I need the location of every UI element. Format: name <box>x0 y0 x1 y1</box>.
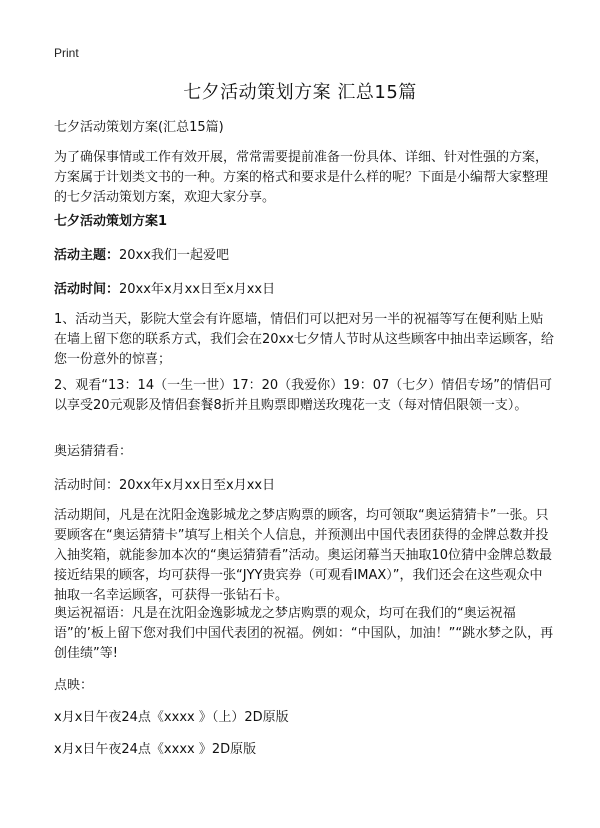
screening-label: 点映： <box>54 678 94 693</box>
screening-item-2: x月x日午夜24点《xxxx 》2D原版 <box>54 742 257 757</box>
theme-value: 20xx我们一起爱吧 <box>119 248 229 263</box>
blessing-paragraph: 奥运祝福语：凡是在沈阳金逸影城龙之梦店购票的观众，均可在我们的“奥运祝福语”的’板上留下您对我们中国代表团的祝福。例如：“中国队，加油！”“跳水梦之队，再创佳绩”等! <box>54 606 554 661</box>
activity-period-paragraph: 活动期间，凡是在沈阳金逸影城龙之梦店购票的顾客，均可领取“奥运猜猜卡”一张。只要顾客在“奥运猜猜卡”填写上相关个人信息，并预测出中国代表团获得的金牌总数并投入抽奖箱，就能参加本次的“奥运猜猜看”活动。奥运闭幕当天抽取10位猜中金牌总数最接近结果的顾客，均可获得一张“JYY贵宾券（可观看IMAX）”，我们还会在这些观众中抽取一名幸运顾客，可获得一张钻石卡。 <box>54 508 553 603</box>
intro-paragraph: 为了确保事情或工作有效开展，常常需要提前准备一份具体、详细、针对性强的方案，方案属于计划类文书的一种。方案的格式和要求是什么样的呢？下面是小编帮大家整理的七夕活动策划方案，欢迎大家分享。 <box>54 150 549 205</box>
item-2-paragraph: 2、观看“13：14（一生一世）17：20（我爱你）19：07（七夕）情侣专场”的情侣可以享受20元观影及情侣套餐8折并且购票即赠送玫瑰花一支（每对情侣限领一支）。 <box>54 378 552 413</box>
time-line-2: 活动时间：20xx年x月xx日至x月xx日 <box>54 478 276 493</box>
section-heading: 七夕活动策划方案1 <box>54 214 168 229</box>
olympic-guess-heading: 奥运猜猜看： <box>54 444 133 459</box>
document-title: 七夕活动策划方案 汇总15篇 <box>183 82 417 103</box>
time-value: 20xx年x月xx日至x月xx日 <box>119 282 276 297</box>
theme-line <box>54 246 554 266</box>
document-subtitle: 七夕活动策划方案(汇总15篇) <box>54 120 224 135</box>
screening-item-1: x月x日午夜24点《xxxx 》（上）2D原版 <box>54 710 289 725</box>
time-label: 活动时间： <box>54 282 120 297</box>
time-line <box>54 280 554 300</box>
theme-label: 活动主题： <box>54 248 120 263</box>
print-link[interactable]: Print <box>54 46 79 60</box>
item-1-paragraph: 1、活动当天，影院大堂会有许愿墙，情侣们可以把对另一半的祝福等写在便利贴上贴在墙上留下您的联系方式，我们会在20xx七夕情人节时从这些顾客中抽出幸运顾客，给您一份意外的惊喜； <box>54 312 554 367</box>
